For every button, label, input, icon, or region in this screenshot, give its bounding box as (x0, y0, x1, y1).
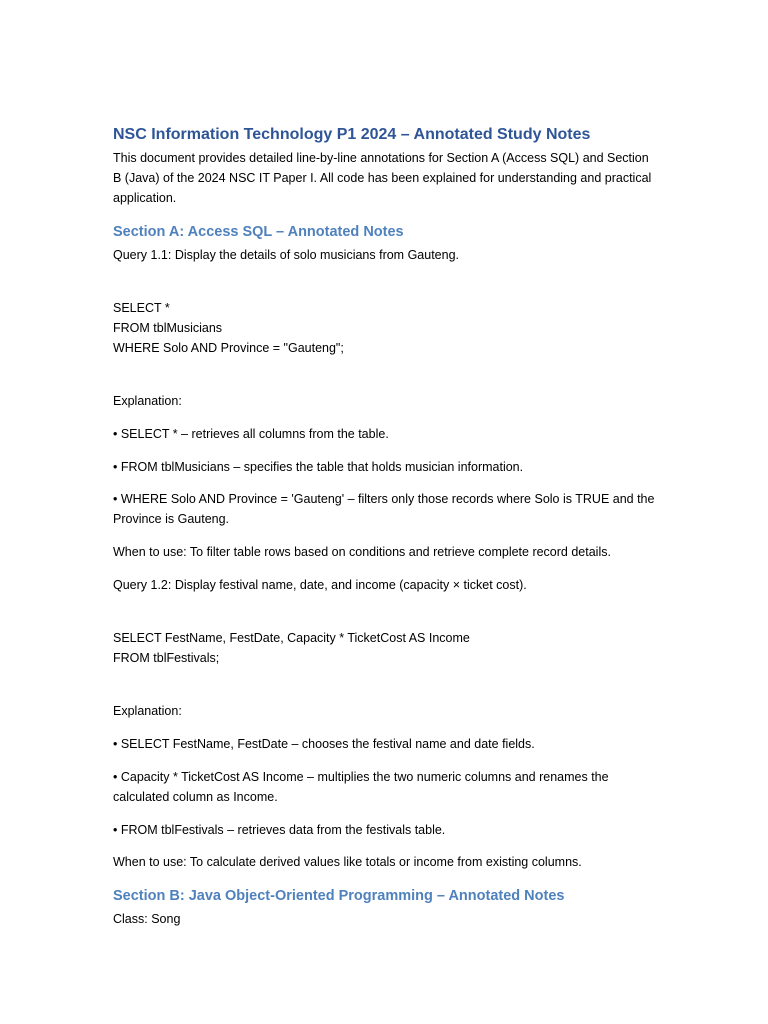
query-1-2-bullet: • SELECT FestName, FestDate – chooses the festival name and date fields. (113, 737, 535, 751)
query-1-1-code-line: SELECT * (113, 301, 170, 315)
query-1-2-description: Query 1.2: Display festival name, date, and income (capacity × ticket cost). (113, 578, 527, 592)
query-1-1-description: Query 1.1: Display the details of solo musicians from Gauteng. (113, 248, 459, 262)
query-1-1-bullet: • SELECT * – retrieves all columns from the table. (113, 427, 389, 441)
query-1-1-bullet: • FROM tblMusicians – specifies the table that holds musician information. (113, 460, 524, 474)
section-b-heading: Section B: Java Object-Oriented Programming – Annotated Notes (113, 888, 565, 904)
document-title: NSC Information Technology P1 2024 – Annotated Study Notes (113, 126, 591, 143)
query-1-2-bullet: • Capacity * TicketCost AS Income – multiplies the two numeric columns and renames the calculated column as Income. (113, 770, 609, 804)
query-1-2-code-line: FROM tblFestivals; (113, 651, 220, 665)
class-label: Class: Song (113, 912, 181, 926)
query-1-1-bullet: • WHERE Solo AND Province = 'Gauteng' – filters only those records where Solo is TRUE and the Province is Gauteng. (113, 492, 655, 526)
query-1-1-code-line: WHERE Solo AND Province = "Gauteng"; (113, 341, 344, 355)
query-1-2-code-line: SELECT FestName, FestDate, Capacity * TicketCost AS Income (113, 631, 470, 645)
section-a-heading: Section A: Access SQL – Annotated Notes (113, 224, 404, 240)
intro-paragraph: This document provides detailed line-by-line annotations for Section A (Access SQL) and Section B (Java) of the 2024 NSC IT Paper I. All code has been explained for understanding and practical application. (113, 151, 652, 205)
query-1-2-explanation-label: Explanation: (113, 704, 182, 718)
query-1-2-bullet: • FROM tblFestivals – retrieves data from the festivals table. (113, 823, 446, 837)
query-1-1-explanation-label: Explanation: (113, 394, 182, 408)
query-1-1-code-line: FROM tblMusicians (113, 321, 223, 335)
query-1-2-when-to-use: When to use: To calculate derived values like totals or income from existing columns. (113, 855, 582, 869)
query-1-1-when-to-use: When to use: To filter table rows based on conditions and retrieve complete record details. (113, 545, 611, 559)
